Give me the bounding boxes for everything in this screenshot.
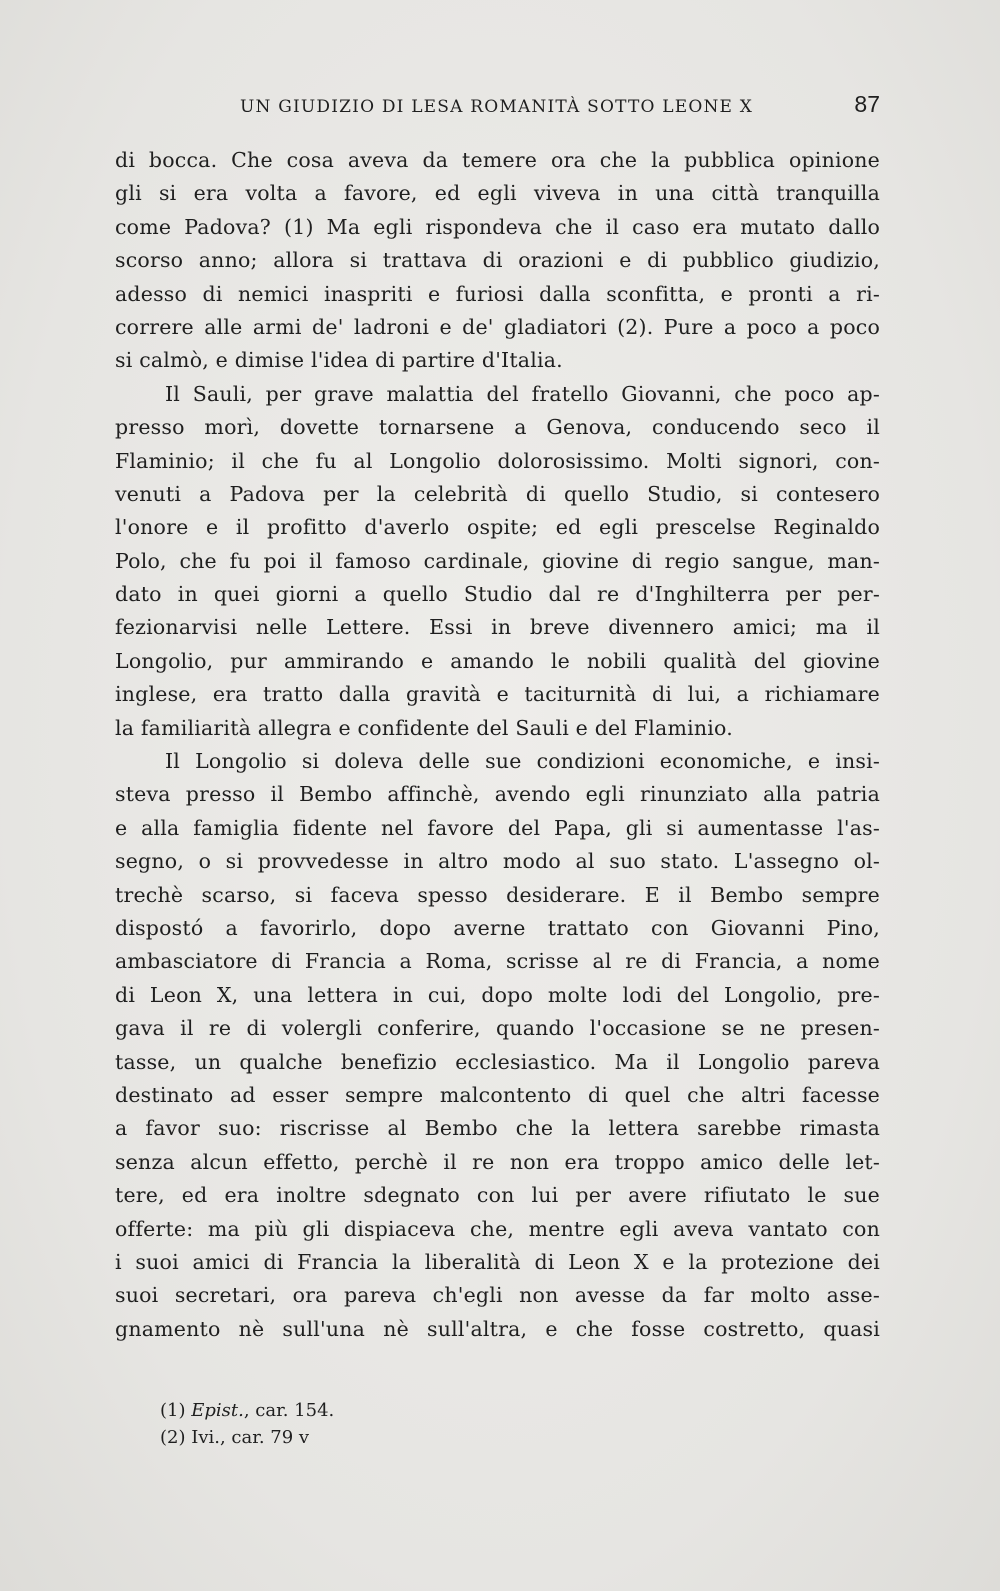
footnote: [160, 1397, 560, 1424]
text-line: steva presso il Bembo affinchè, avendo egli rinunziato alla patria: [115, 782, 880, 807]
text-line: l'onore e il profitto d'averlo ospite; ed egli prescelse Reginaldo: [115, 515, 880, 540]
text-line: scorso anno; allora si trattava di orazioni e di pubblico giudizio,: [115, 248, 880, 273]
text-line: dispostó a favorirlo, dopo averne trattato con Giovanni Pino,: [115, 915, 880, 940]
text-line: segno, o si provvedesse in altro modo al suo stato. L'assegno ol-: [115, 849, 880, 874]
text-line: suoi secretari, ora pareva ch'egli non avesse da far molto asse-: [115, 1283, 880, 1308]
text-line: Il Longolio si doleva delle sue condizioni economiche, e insi-: [165, 749, 880, 774]
text-line: correre alle armi de' ladroni e de' gladiatori (2). Pure a poco a poco: [115, 314, 880, 339]
text-line: trechè scarso, si faceva spesso desiderare. E il Bembo sempre: [115, 882, 880, 907]
text-line: Longolio, pur ammirando e amando le nobili qualità del giovine: [115, 648, 880, 673]
text-line: gli si era volta a favore, ed egli viveva in una città tranquilla: [115, 181, 880, 206]
text-line: senza alcun effetto, perchè il re non era troppo amico delle let-: [115, 1149, 880, 1174]
text-line: presso morì, dovette tornarsene a Genova, conducendo seco il: [115, 415, 880, 440]
text-line: Flaminio; il che fu al Longolio dolorosissimo. Molti signori, con-: [115, 448, 880, 473]
footnote-source: Epist.: [191, 1400, 244, 1421]
running-title: UN GIUDIZIO DI LESA ROMANITÀ SOTTO LEONE X: [240, 97, 754, 117]
text-line: destinato ad esser sempre malcontento di quel che altri facesse: [115, 1082, 880, 1107]
footnote: [160, 1424, 560, 1451]
text-line: e alla famiglia fidente nel favore del Papa, gli si aumentasse l'as-: [115, 815, 880, 840]
text-line: ambasciatore di Francia a Roma, scrisse al re di Francia, a nome: [115, 949, 880, 974]
paragraph: [115, 144, 880, 378]
text-line: inglese, era tratto dalla gravità e taciturnità di lui, a richiamare: [115, 682, 880, 707]
text-line: dato in quei giorni a quello Studio dal re d'Inghilterra per per-: [115, 582, 880, 607]
page-header: [240, 91, 880, 125]
text-line: la familiarità allegra e confidente del Sauli e del Flaminio.: [115, 715, 733, 740]
text-line: i suoi amici di Francia la liberalità di Leon X e la protezione dei: [115, 1249, 880, 1274]
paragraph: [115, 378, 880, 745]
text-line: gnamento nè sull'una nè sull'altra, e che fosse costretto, quasi: [115, 1316, 880, 1341]
page-number: 87: [854, 91, 880, 117]
text-line: si calmò, e dimise l'idea di partire d'Italia.: [115, 348, 563, 373]
text-line: adesso di nemici inaspriti e furiosi dalla sconfitta, e pronti a ri-: [115, 281, 880, 306]
body-text: [115, 144, 880, 1346]
text-line: Il Sauli, per grave malattia del fratello Giovanni, che poco ap-: [165, 381, 880, 406]
text-line: offerte: ma più gli dispiaceva che, mentre egli aveva vantato con: [115, 1216, 880, 1241]
text-line: di Leon X, una lettera in cui, dopo molte lodi del Longolio, pre-: [115, 982, 880, 1007]
footnote-text: , car. 154.: [243, 1400, 335, 1421]
text-line: tere, ed era inoltre sdegnato con lui per avere rifiutato le sue: [115, 1183, 880, 1208]
text-line: gava il re di volergli conferire, quando l'occasione se ne presen-: [115, 1016, 880, 1041]
footnote-text: Ivi., car. 79 v: [191, 1427, 310, 1448]
text-line: venuti a Padova per la celebrità di quello Studio, si contesero: [115, 481, 880, 506]
text-line: a favor suo: riscrisse al Bembo che la lettera sarebbe rimasta: [115, 1116, 880, 1141]
footnotes: [160, 1397, 560, 1451]
text-line: fezionarvisi nelle Lettere. Essi in breve divennero amici; ma il: [115, 615, 880, 640]
text-line: di bocca. Che cosa aveva da temere ora che la pubblica opinione: [115, 148, 880, 172]
footnote-marker: (2): [160, 1427, 192, 1448]
text-line: Polo, che fu poi il famoso cardinale, giovine di regio sangue, man-: [115, 548, 880, 573]
footnote-marker: (1): [160, 1400, 192, 1421]
paragraph: [115, 745, 880, 1346]
text-line: tasse, un qualche benefizio ecclesiastico. Ma il Longolio pareva: [115, 1049, 880, 1074]
text-line: come Padova? (1) Ma egli rispondeva che il caso era mutato dallo: [115, 214, 880, 239]
